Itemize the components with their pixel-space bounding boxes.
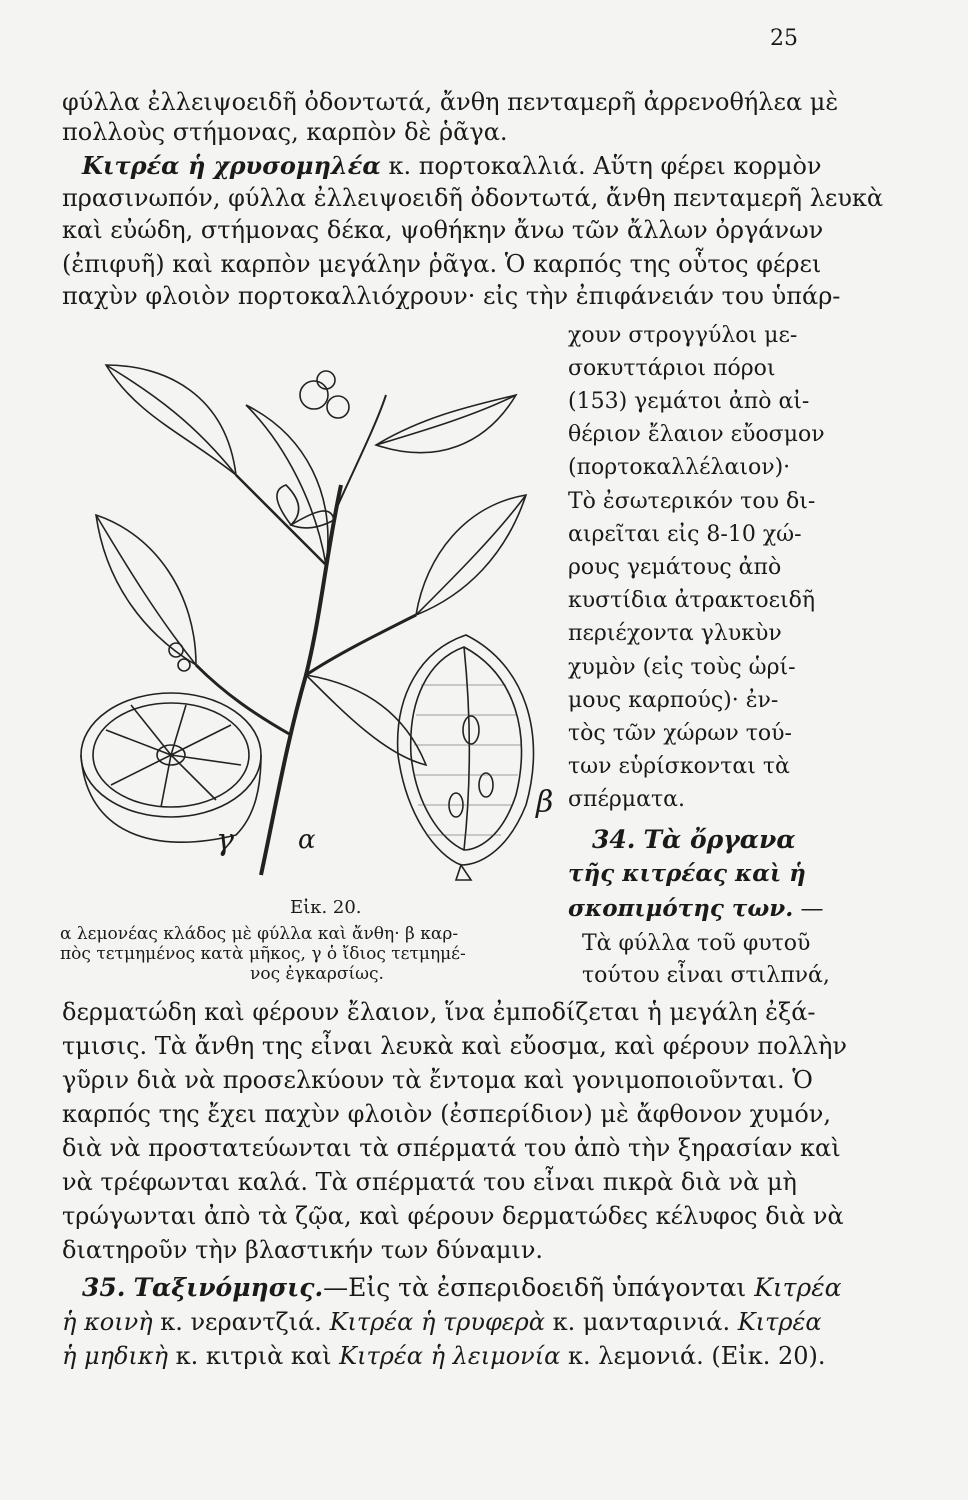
column-line: Τὰ φύλλα τοῦ φυτοῦ bbox=[582, 931, 811, 956]
text-line: καρπός της ἔχει παχὺν φλοιὸν (ἐσπερίδιον) μὲ ἄφθονον χυμόν, bbox=[62, 1100, 832, 1128]
column-line: τούτου εἶναι στιλπνά, bbox=[582, 963, 830, 988]
text-line: (ἐπιφυῆ) καὶ καρπὸν μεγάλην ῥᾶγα. Ὁ καρπός της οὗτος φέρει bbox=[62, 250, 822, 278]
kitrea-text: κ. πορτοκαλλιά. Αὕτη φέρει κορμὸν bbox=[380, 152, 822, 180]
section-35-italic: Κιτρέα bbox=[754, 1273, 842, 1302]
column-line: αιρεῖται εἰς 8-10 χώ- bbox=[568, 522, 802, 547]
text-line: φύλλα ἐλλειψοειδῆ ὀδοντωτά, ἄνθη πενταμερῆ ἀρρενοθήλεα μὲ bbox=[62, 88, 839, 116]
text-line: νὰ τρέφωνται καλά. Τὰ σπέρματά του εἶναι πικρὰ διὰ νὰ μὴ bbox=[62, 1168, 797, 1196]
common-name: κ. κιτριὰ καὶ bbox=[167, 1342, 340, 1370]
column-line: περιέχοντα γλυκὺν bbox=[568, 621, 782, 646]
column-line: τὸς τῶν χώρων τού- bbox=[568, 721, 792, 746]
column-line: κυστίδια ἀτρακτοειδῆ bbox=[568, 588, 816, 613]
column-line: χυμὸν (εἰς τοὺς ὡρί- bbox=[568, 655, 796, 680]
common-name: κ. λεμονιά. (Εἰκ. 20). bbox=[560, 1342, 826, 1370]
species-name: Κιτρέα ἡ λειμονία bbox=[339, 1342, 561, 1370]
text-line: διατηροῦν τὴν βλαστικήν των δύναμιν. bbox=[62, 1236, 544, 1264]
section-35-line bbox=[62, 1308, 822, 1336]
section-35-title: Ταξινόμησις. bbox=[133, 1273, 324, 1302]
species-name: ἡ κοινὴ bbox=[62, 1308, 153, 1336]
species-name: ἡ μηδικὴ bbox=[62, 1342, 168, 1370]
column-line: σπέρματα. bbox=[568, 787, 685, 812]
section-34-title-line: τῆς κιτρέας καὶ ἡ bbox=[568, 860, 806, 887]
column-line: σοκυττάριοι πόροι bbox=[568, 356, 776, 381]
figure-label-gamma: γ bbox=[216, 823, 234, 858]
section-34-title: Τὰ ὄργανα bbox=[643, 825, 796, 854]
text-line: τρώγωνται ἀπὸ τὰ ζῷα, καὶ φέρουν δερματώδες κέλυφος διὰ νὰ bbox=[62, 1202, 844, 1230]
text-line: διὰ νὰ προστατεύωνται τὰ σπέρματά του ἀπὸ τὴν ξηρασίαν καὶ bbox=[62, 1134, 841, 1162]
section-35-heading bbox=[82, 1274, 842, 1302]
column-line: χουν στρογγύλοι με- bbox=[568, 323, 798, 348]
column-line: ρους γεμάτους ἀπὸ bbox=[568, 555, 782, 580]
section-34-dash: — bbox=[793, 896, 824, 922]
text-line: τμισις. Τὰ ἄνθη της εἶναι λευκὰ καὶ εὔοσμα, καὶ φέρουν πολλὴν bbox=[62, 1032, 847, 1060]
figure-label-alpha: α bbox=[298, 825, 316, 855]
figure-caption-line: α λεμονέας κλάδος μὲ φύλλα καὶ ἄνθη· β καρ- bbox=[60, 924, 459, 944]
column-line: μους καρπούς)· ἐν- bbox=[568, 688, 779, 713]
figure-label-beta: β bbox=[536, 785, 554, 820]
section-34-heading bbox=[592, 826, 796, 854]
column-line: Τὸ ἐσωτερικόν του δι- bbox=[568, 489, 816, 514]
section-34-title-end bbox=[568, 895, 824, 923]
text-line: παχὺν φλοιὸν πορτοκαλλιόχρουν· εἰς τὴν ἐπιφάνειάν του ὑπάρ- bbox=[62, 282, 841, 310]
text-line: δερματώδη καὶ φέρουν ἔλαιον, ἵνα ἐμποδίζεται ἡ μεγάλη ἐξά- bbox=[62, 998, 816, 1026]
figure-caption-line: νος ἐγκαρσίως. bbox=[250, 964, 384, 984]
figure-caption-line: πὸς τετμημένος κατὰ μῆκος, γ ὁ ἴδιος τετμημέ- bbox=[60, 944, 466, 964]
text-line: πρασινωπόν, φύλλα ἐλλειψοειδῆ ὀδοντωτά, ἄνθη πενταμερῆ λευκὰ bbox=[62, 184, 884, 212]
common-name: κ. νεραντζιά. bbox=[152, 1308, 330, 1336]
column-line: (153) γεμάτοι ἀπὸ αἰ- bbox=[568, 389, 810, 414]
section-35-text: —Εἰς τὰ ἐσπεριδοειδῆ ὑπάγονται bbox=[323, 1273, 747, 1302]
section-35-number: 35. bbox=[82, 1273, 126, 1302]
kitrea-paragraph-start bbox=[82, 152, 821, 180]
page-number: 25 bbox=[770, 26, 798, 51]
lemon-branch-drawing bbox=[76, 335, 556, 895]
column-line: θέριον ἔλαιον εὔοσμον bbox=[568, 422, 825, 447]
common-name: κ. μανταρινιά. bbox=[545, 1308, 738, 1336]
section-34-title-line: σκοπιμότης των. bbox=[568, 895, 794, 922]
text-line: πολλοὺς στήμονας, καρπὸν δὲ ῥᾶγα. bbox=[62, 118, 508, 146]
column-line: των εὑρίσκονται τὰ bbox=[568, 754, 790, 779]
species-name: Κιτρέα ἡ τρυφερὰ bbox=[329, 1308, 545, 1336]
section-35-line bbox=[62, 1342, 825, 1370]
species-name: Κιτρέα bbox=[737, 1308, 822, 1336]
section-34-number: 34. bbox=[592, 825, 636, 854]
figure-caption-title: Εἰκ. 20. bbox=[290, 897, 362, 918]
kitrea-heading: Κιτρέα ἡ χρυσομηλέα bbox=[82, 151, 381, 180]
lemon-branch-illustration bbox=[76, 335, 556, 895]
column-line: (πορτοκαλλέλαιον)· bbox=[568, 455, 791, 480]
text-line: καὶ εὐώδη, στήμονας δέκα, ψοθήκην ἄνω τῶν ἄλλων ὀργάνων bbox=[62, 216, 824, 244]
text-line: γῦριν διὰ νὰ προσελκύουν τὰ ἔντομα καὶ γονιμοποιοῦνται. Ὁ bbox=[62, 1066, 813, 1094]
